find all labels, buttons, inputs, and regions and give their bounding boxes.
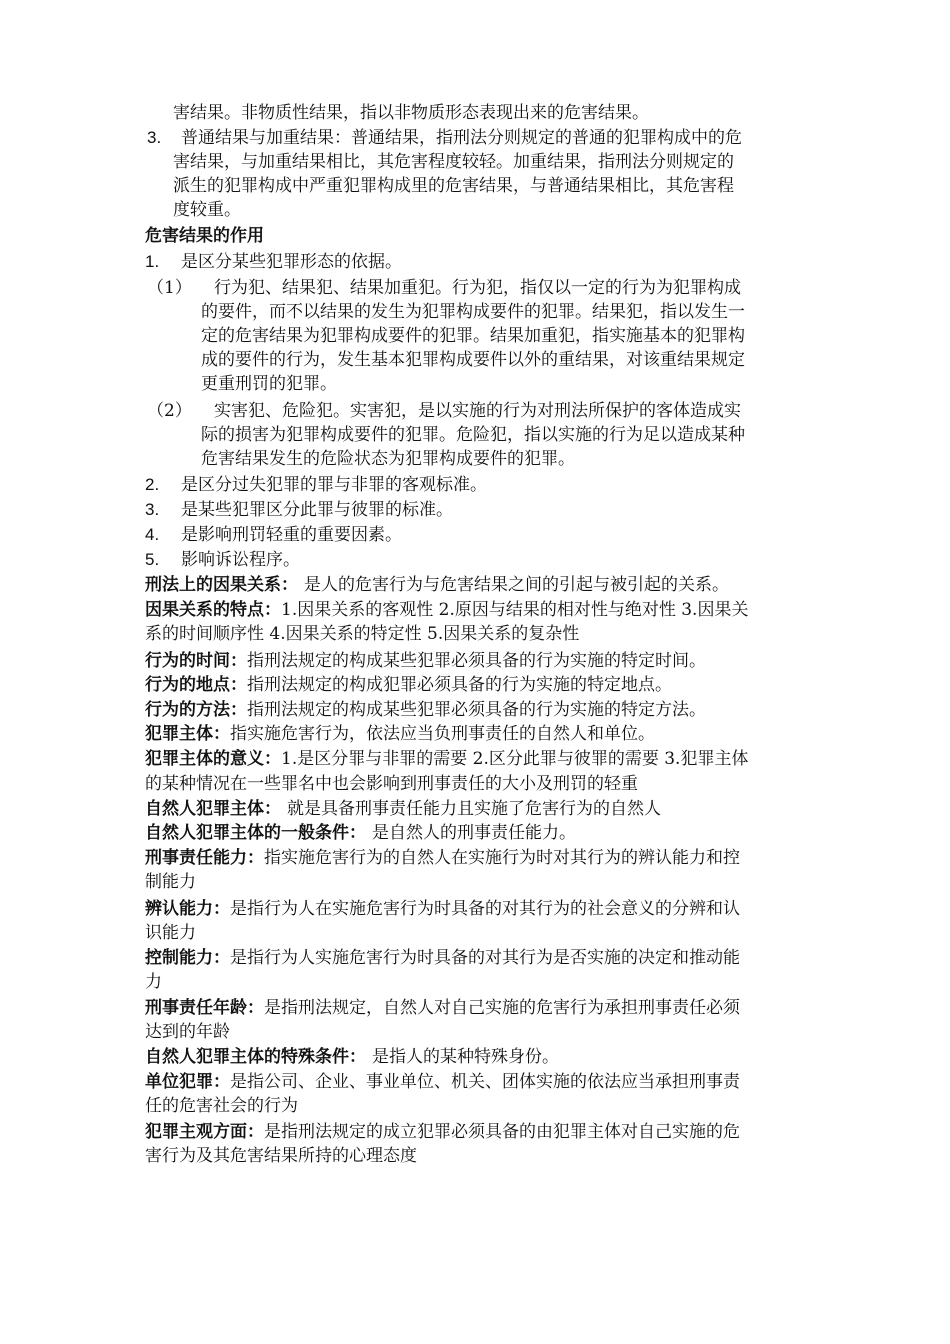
definition-term: 犯罪主体的意义： — [145, 749, 281, 769]
definition-term: 自然人犯罪主体的特殊条件： — [145, 1047, 366, 1067]
definition-term: 控制能力： — [145, 948, 230, 968]
list-item-text: 影响诉讼程序。 — [181, 550, 300, 570]
definition-discern — [145, 897, 740, 921]
sub-list-text: 成的要件的行为，发生基本犯罪构成要件以外的重结果，对该重结果规定 — [201, 350, 745, 370]
definition-term: 因果关系的特点： — [145, 600, 281, 620]
definition-subject — [145, 722, 655, 746]
continued-text: 害结果。非物质性结果，指以非物质形态表现出来的危害结果。 — [173, 103, 649, 123]
list-item-text: 度较重。 — [173, 200, 241, 220]
definition-causal — [145, 573, 729, 597]
definition-text: 指刑法规定的构成犯罪必须具备的行为实施的特定地点。 — [247, 675, 672, 695]
definition-subjective — [145, 1120, 740, 1144]
definition-term: 单位犯罪： — [145, 1072, 230, 1092]
list-item-text: 普通结果与加重结果：普通结果，指刑法分则规定的普通的犯罪构成中的危 — [181, 128, 742, 148]
sub-list-number: （1） — [147, 278, 192, 298]
sub-list-text: 危害结果发生的危险状态为犯罪构成要件的犯罪。 — [201, 449, 575, 469]
definition-age — [145, 996, 740, 1020]
definition-term: 辨认能力： — [145, 899, 230, 919]
definition-text: 指刑法规定的构成某些犯罪必须具备的行为实施的特定方法。 — [247, 700, 706, 720]
definition-place — [145, 673, 672, 697]
definition-text: 系的时间顺序性 4.因果关系的特定性 5.因果关系的复杂性 — [145, 624, 580, 644]
list-number: 3. — [145, 500, 160, 519]
definition-term: 犯罪主体： — [145, 724, 230, 744]
definition-time — [145, 649, 706, 673]
definition-text: 害行为及其危害结果所持的心理态度 — [145, 1146, 417, 1166]
definition-text: 力 — [145, 972, 162, 992]
definition-term: 刑法上的因果关系： — [145, 575, 298, 595]
sub-list-number: （2） — [147, 401, 192, 421]
sub-list-text: 更重刑罚的犯罪。 — [201, 374, 337, 394]
definition-text: 的某种情况在一些罪名中也会影响到刑事责任的大小及刑罚的轻重 — [145, 774, 638, 794]
list-number: 3. — [147, 128, 162, 147]
definition-features — [145, 598, 748, 622]
list-item-text: 害结果，与加重结果相比，其危害程度较轻。加重结果，指刑法分则规定的 — [173, 152, 734, 172]
definition-term: 行为的时间： — [145, 651, 247, 671]
definition-text: 是指刑法规定，自然人对自己实施的危害行为承担刑事责任必须 — [264, 998, 740, 1018]
definition-text: 达到的年龄 — [145, 1022, 230, 1042]
definition-text: 1.因果关系的客观性 2.原因与结果的相对性与绝对性 3.因果关 — [281, 600, 749, 620]
definition-text: 是指行为人在实施危害行为时具备的对其行为的社会意义的分辨和认 — [230, 899, 740, 919]
list-number: 5. — [145, 550, 160, 569]
definition-control — [145, 946, 740, 970]
sub-list-text: 实害犯、危险犯。实害犯，是以实施的行为对刑法所保护的客体造成实 — [214, 401, 741, 421]
definition-method — [145, 698, 706, 722]
sub-list-text: 定的危害结果为犯罪构成要件的犯罪。结果加重犯，指实施基本的犯罪构 — [201, 326, 745, 346]
definition-text: 是指人的某种特殊身份。 — [372, 1047, 559, 1067]
definition-term: 犯罪主观方面： — [145, 1122, 264, 1142]
definition-text: 是指刑法规定的成立犯罪必须具备的由犯罪主体对自己实施的危 — [264, 1122, 740, 1142]
definition-term: 自然人犯罪主体的一般条件： — [145, 823, 366, 843]
definition-text: 指刑法规定的构成某些犯罪必须具备的行为实施的特定时间。 — [247, 651, 706, 671]
definition-significance — [145, 747, 748, 771]
list-item-text: 派生的犯罪构成中严重犯罪构成里的危害结果，与普通结果相比，其危害程 — [173, 176, 734, 196]
sub-list-text: 际的损害为犯罪构成要件的犯罪。危险犯，指以实施的行为足以造成某种 — [201, 425, 745, 445]
definition-text: 任的危害社会的行为 — [145, 1096, 298, 1116]
definition-capacity — [145, 846, 740, 870]
definition-text: 识能力 — [145, 923, 196, 943]
definition-natural-person — [145, 797, 661, 821]
definition-text: 是指公司、企业、事业单位、机关、团体实施的依法应当承担刑事责 — [230, 1072, 740, 1092]
list-item-text: 是区分某些犯罪形态的依据。 — [181, 252, 402, 272]
definition-term: 自然人犯罪主体： — [145, 799, 281, 819]
definition-text: 1.是区分罪与非罪的需要 2.区分此罪与彼罪的需要 3.犯罪主体 — [281, 749, 749, 769]
definition-text: 就是具备刑事责任能力且实施了危害行为的自然人 — [287, 799, 661, 819]
definition-text: 指实施危害行为的自然人在实施行为时对其行为的辨认能力和控 — [264, 848, 740, 868]
definition-text: 制能力 — [145, 872, 196, 892]
definition-text: 是自然人的刑事责任能力。 — [372, 823, 576, 843]
definition-unit-crime — [145, 1070, 740, 1094]
definition-term: 行为的地点： — [145, 675, 247, 695]
sub-list-text: 行为犯、结果犯、结果加重犯。行为犯，指仅以一定的行为为犯罪构成 — [214, 278, 741, 298]
definition-text: 是指行为人实施危害行为时具备的对其行为是否实施的决定和推动能 — [230, 948, 740, 968]
list-number: 1. — [145, 252, 160, 271]
definition-text: 指实施危害行为，依法应当负刑事责任的自然人和单位。 — [230, 724, 655, 744]
list-item-text: 是某些犯罪区分此罪与彼罪的标准。 — [181, 500, 453, 520]
definition-term: 刑事责任年龄： — [145, 998, 264, 1018]
list-item-text: 是影响刑罚轻重的重要因素。 — [181, 525, 402, 545]
list-number: 4. — [145, 525, 160, 544]
definition-text: 是人的危害行为与危害结果之间的引起与被引起的关系。 — [304, 575, 729, 595]
section-heading: 危害结果的作用 — [145, 226, 264, 246]
sub-list-text: 的要件，而不以结果的发生为犯罪构成要件的犯罪。结果犯，指以发生一 — [201, 302, 745, 322]
list-item-text: 是区分过失犯罪的罪与非罪的客观标准。 — [181, 475, 487, 495]
definition-term: 刑事责任能力： — [145, 848, 264, 868]
definition-general-condition — [145, 821, 576, 845]
list-number: 2. — [145, 475, 160, 494]
definition-term: 行为的方法： — [145, 700, 247, 720]
definition-special-condition — [145, 1045, 559, 1069]
